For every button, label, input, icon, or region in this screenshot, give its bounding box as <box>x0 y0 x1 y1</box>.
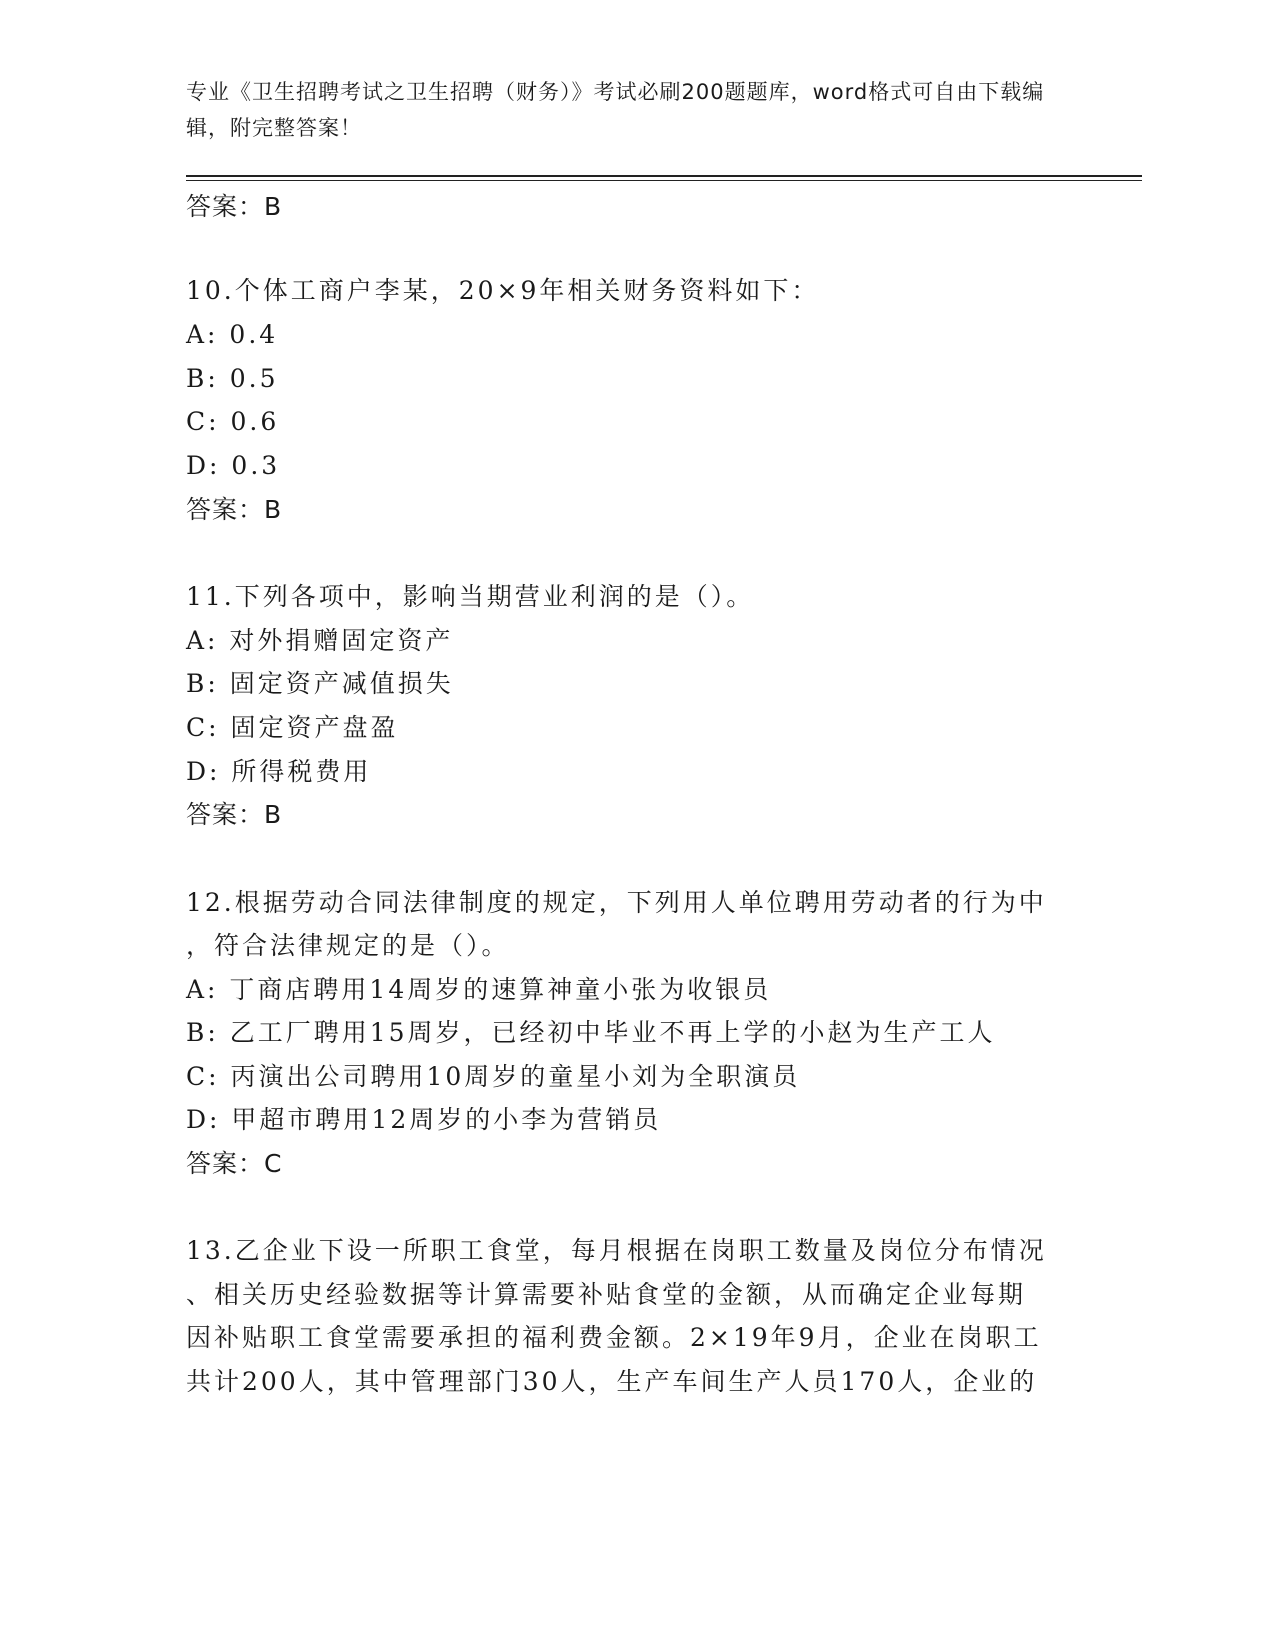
question-stem: 12.根据劳动合同法律制度的规定，下列用人单位聘用劳动者的行为中 <box>186 888 1047 917</box>
option-d: D: 甲超市聘用12周岁的小李为营销员 <box>186 1105 662 1134</box>
option-a: A: 丁商店聘用14周岁的速算神童小张为收银员 <box>186 975 772 1004</box>
answer-line: 答案：B <box>186 192 283 221</box>
option-c: C: 0.6 <box>186 407 280 436</box>
option-b: B: 0.5 <box>186 364 279 393</box>
question-stem: 13.乙企业下设一所职工食堂，每月根据在岗职工数量及岗位分布情况 <box>186 1236 1047 1265</box>
option-d: D: 0.3 <box>186 451 281 480</box>
option-b: B: 乙工厂聘用15周岁，已经初中毕业不再上学的小赵为生产工人 <box>186 1018 996 1047</box>
question-stem-cont: 共计200人，其中管理部门30人，生产车间生产人员170人，企业的 <box>186 1367 1038 1396</box>
question-stem: 11.下列各项中，影响当期营业利润的是（）。 <box>186 582 755 611</box>
option-c: C: 丙演出公司聘用10周岁的童星小刘为全职演员 <box>186 1062 801 1091</box>
option-a: A: 对外捐赠固定资产 <box>186 626 454 655</box>
option-b: B: 固定资产减值损失 <box>186 669 454 698</box>
option-c: C: 固定资产盘盈 <box>186 713 399 742</box>
question-stem-cont: ，符合法律规定的是（）。 <box>186 931 510 960</box>
question-stem-cont: 、相关历史经验数据等计算需要补贴食堂的金额，从而确定企业每期 <box>186 1280 1027 1309</box>
header-divider-thin <box>186 180 1142 181</box>
answer-line: 答案：B <box>186 495 283 524</box>
question-stem: 10.个体工商户李某，20×9年相关财务资料如下： <box>186 276 820 305</box>
document-intro: 专业《卫生招聘考试之卫生招聘（财务）》考试必刷200题题库，word格式可自由下载编辑，附完整答案！ <box>186 80 1045 140</box>
answer-line: 答案：C <box>186 1149 283 1178</box>
question-stem-cont: 因补贴职工食堂需要承担的福利费金额。2×19年9月，企业在岗职工 <box>186 1323 1042 1352</box>
option-d: D: 所得税费用 <box>186 757 372 786</box>
answer-line: 答案：B <box>186 800 283 829</box>
header-divider <box>186 175 1142 177</box>
option-a: A: 0.4 <box>186 320 279 349</box>
